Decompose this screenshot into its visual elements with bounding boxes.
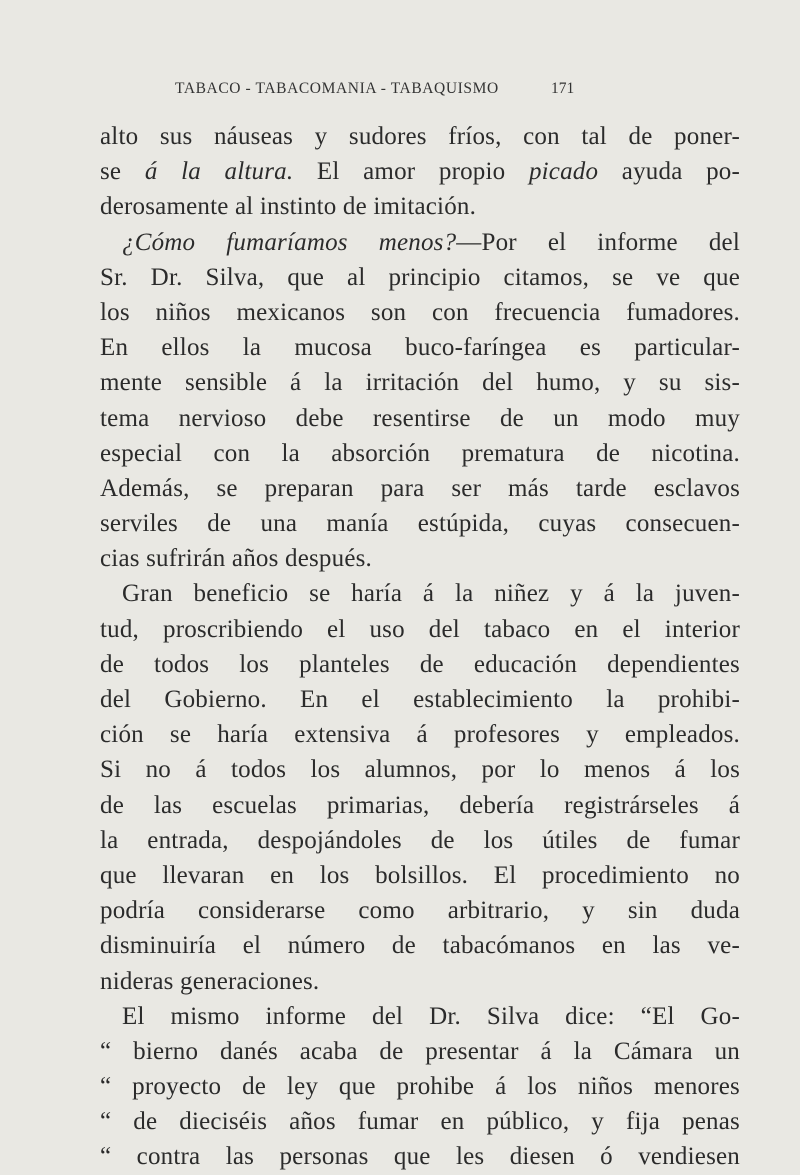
text-line: de las escuelas primarias, debería registrárseles á [100,791,740,819]
text-line: derosamente al instinto de imitación. [100,193,477,221]
text-line: Sr. Dr. Silva, que al principio citamos, se ve que [100,263,740,291]
text-line: de todos los planteles de educación dependientes [100,650,740,678]
text-line: Gran beneficio se haría á la niñez y á la juven- [122,580,740,608]
text-line: que llevaran en los bolsillos. El procedimiento no [100,861,740,889]
text-line: serviles de una manía estúpida, cuyas consecuen- [100,510,740,538]
text-line: cias sufrirán años después. [100,545,372,573]
text-line: “ proyecto de ley que prohibe á los niños menores [100,1073,740,1101]
text-line: Además, se preparan para ser más tarde esclavos [100,474,740,502]
text-line: se á la altura. El amor propio picado ayuda po- [100,158,740,186]
text-line: Si no á todos los alumnos, por lo menos á los [100,756,740,784]
page-number: 171 [551,80,575,97]
text-line: nideras generaciones. [100,967,320,995]
text-line: En ellos la mucosa buco-faríngea es particular- [100,334,740,362]
text-line: especial con la absorción prematura de nicotina. [100,439,740,467]
text-line: disminuiría el número de tabacómanos en las ve- [100,932,740,960]
text-line: ¿Cómo fumaríamos menos?—Por el informe del [122,228,740,256]
text-line: ción se haría extensiva á profesores y empleados. [100,721,740,749]
text-line: alto sus náuseas y sudores fríos, con tal de poner- [100,123,740,150]
text-line: El mismo informe del Dr. Silva dice: “El Go- [122,1002,740,1030]
text-line: “ contra las personas que les diesen ó vendiesen [100,1143,740,1171]
text-line: del Gobierno. En el establecimiento la prohibi- [100,686,740,713]
text-line: mente sensible á la irritación del humo, y su sis- [100,369,740,397]
text-line: la entrada, despojándoles de los útiles de fumar [100,826,740,854]
text-line: tud, proscribiendo el uso del tabaco en el interior [100,615,740,643]
text-line: podría considerarse como arbitrario, y sin duda [100,897,740,925]
running-title: TABACO - TABACOMANIA - TABAQUISMO [175,80,499,97]
text-line: los niños mexicanos son con frecuencia fumadores. [100,298,740,326]
text-line: tema nervioso debe resentirse de un modo muy [100,404,740,432]
text-line: “ bierno danés acaba de presentar á la Cámara un [100,1037,740,1065]
body-text [100,119,740,1175]
text-line: “ de dieciséis años fumar en público, y fija penas [100,1108,740,1136]
page-header [0,78,800,102]
